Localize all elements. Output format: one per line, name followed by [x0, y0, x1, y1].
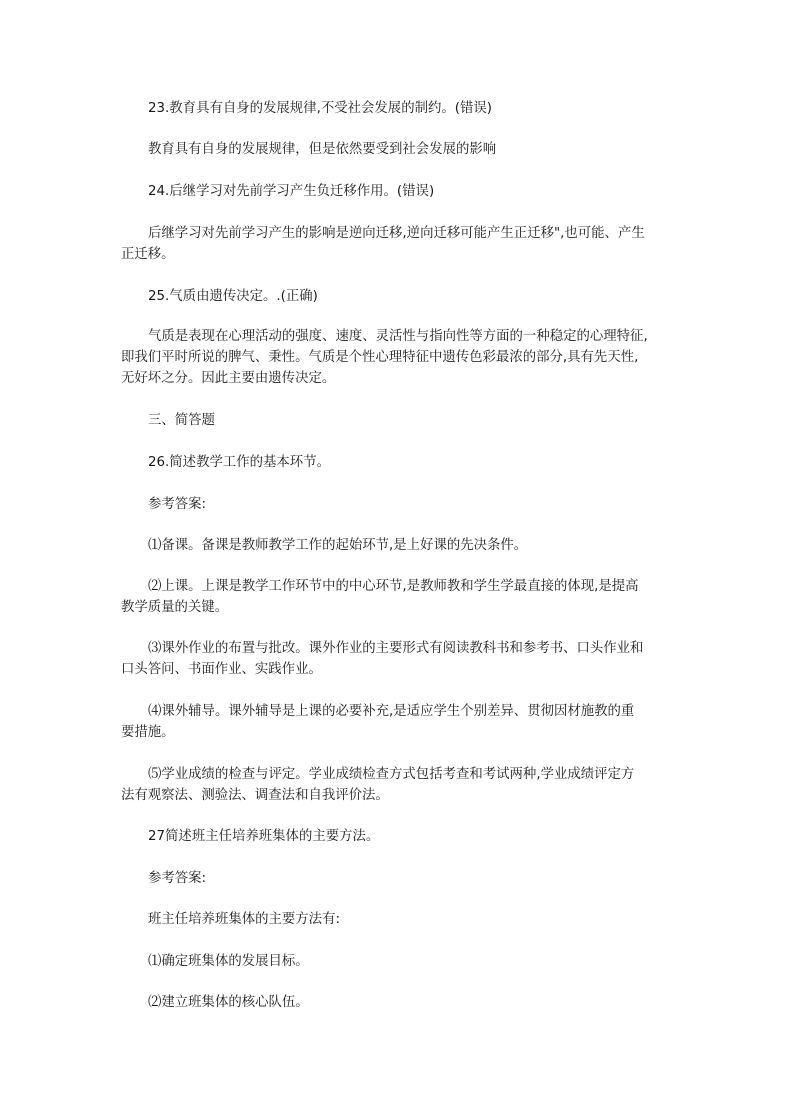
q23-answer: 教育具有自身的发展规律，但是依然要受到社会发展的影响: [148, 142, 497, 157]
q27-intro: 班主任培养班集体的主要方法有:: [148, 912, 340, 927]
q24-title: 24.后继学习对先前学习产生负迁移作用。(错误): [148, 184, 435, 199]
q27-item-2: ⑵建立班集体的核心队伍。: [148, 995, 309, 1010]
q26-item-3: ⑶课外作业的布置与批改。课外作业的主要形式有阅读教科书和参考书、口头作业和 口头答问、书面作业、实践作业。: [121, 641, 644, 677]
q27-item-1: ⑴确定班集体的发展目标。: [148, 954, 309, 969]
q25-answer: 气质是表现在心理活动的强度、速度、灵活性与指向性等方面的一种稳定的心理特征, 即我们平时所说的脾气、秉性。气质是个性心理特征中遗传色彩最浓的部分,具有先天性, 无好坏之分。因此主要由遗传决定。: [121, 329, 648, 386]
q23-title: 23.教育具有自身的发展规律,不受社会发展的制约。(错误): [148, 101, 492, 116]
q26-ref-label: 参考答案:: [148, 497, 207, 512]
section-heading: 三、简答题: [148, 413, 215, 428]
q26-item-4: ⑷课外辅导。课外辅导是上课的必要补充,是适应学生个别差异、贯彻因材施教的重 要措施。: [121, 704, 635, 740]
q26-item-1: ⑴备课。备课是教师教学工作的起始环节,是上好课的先决条件。: [148, 538, 528, 553]
q27-ref-label: 参考答案:: [148, 871, 207, 886]
q26-item-2: ⑵上课。上课是教学工作环节中的中心环节,是教师教和学生学最直接的体现,是提高 教学质量的关键。: [121, 579, 639, 615]
q25-title: 25.气质由遗传决定。.(正确): [148, 289, 318, 304]
q26-item-5: ⑸学业成绩的检查与评定。学业成绩检查方式包括考查和考试两种,学业成绩评定方 法有观察法、测验法、调查法和自我评价法。: [121, 767, 635, 803]
q26-title: 26.简述教学工作的基本环节。: [148, 455, 330, 470]
q24-answer: 后继学习对先前学习产生的影响是逆向迁移,逆向迁移可能产生正迁移",也可能、产生 正迁移。: [121, 226, 645, 262]
q27-title: 27简述班主任培养班集体的主要方法。: [148, 829, 380, 844]
